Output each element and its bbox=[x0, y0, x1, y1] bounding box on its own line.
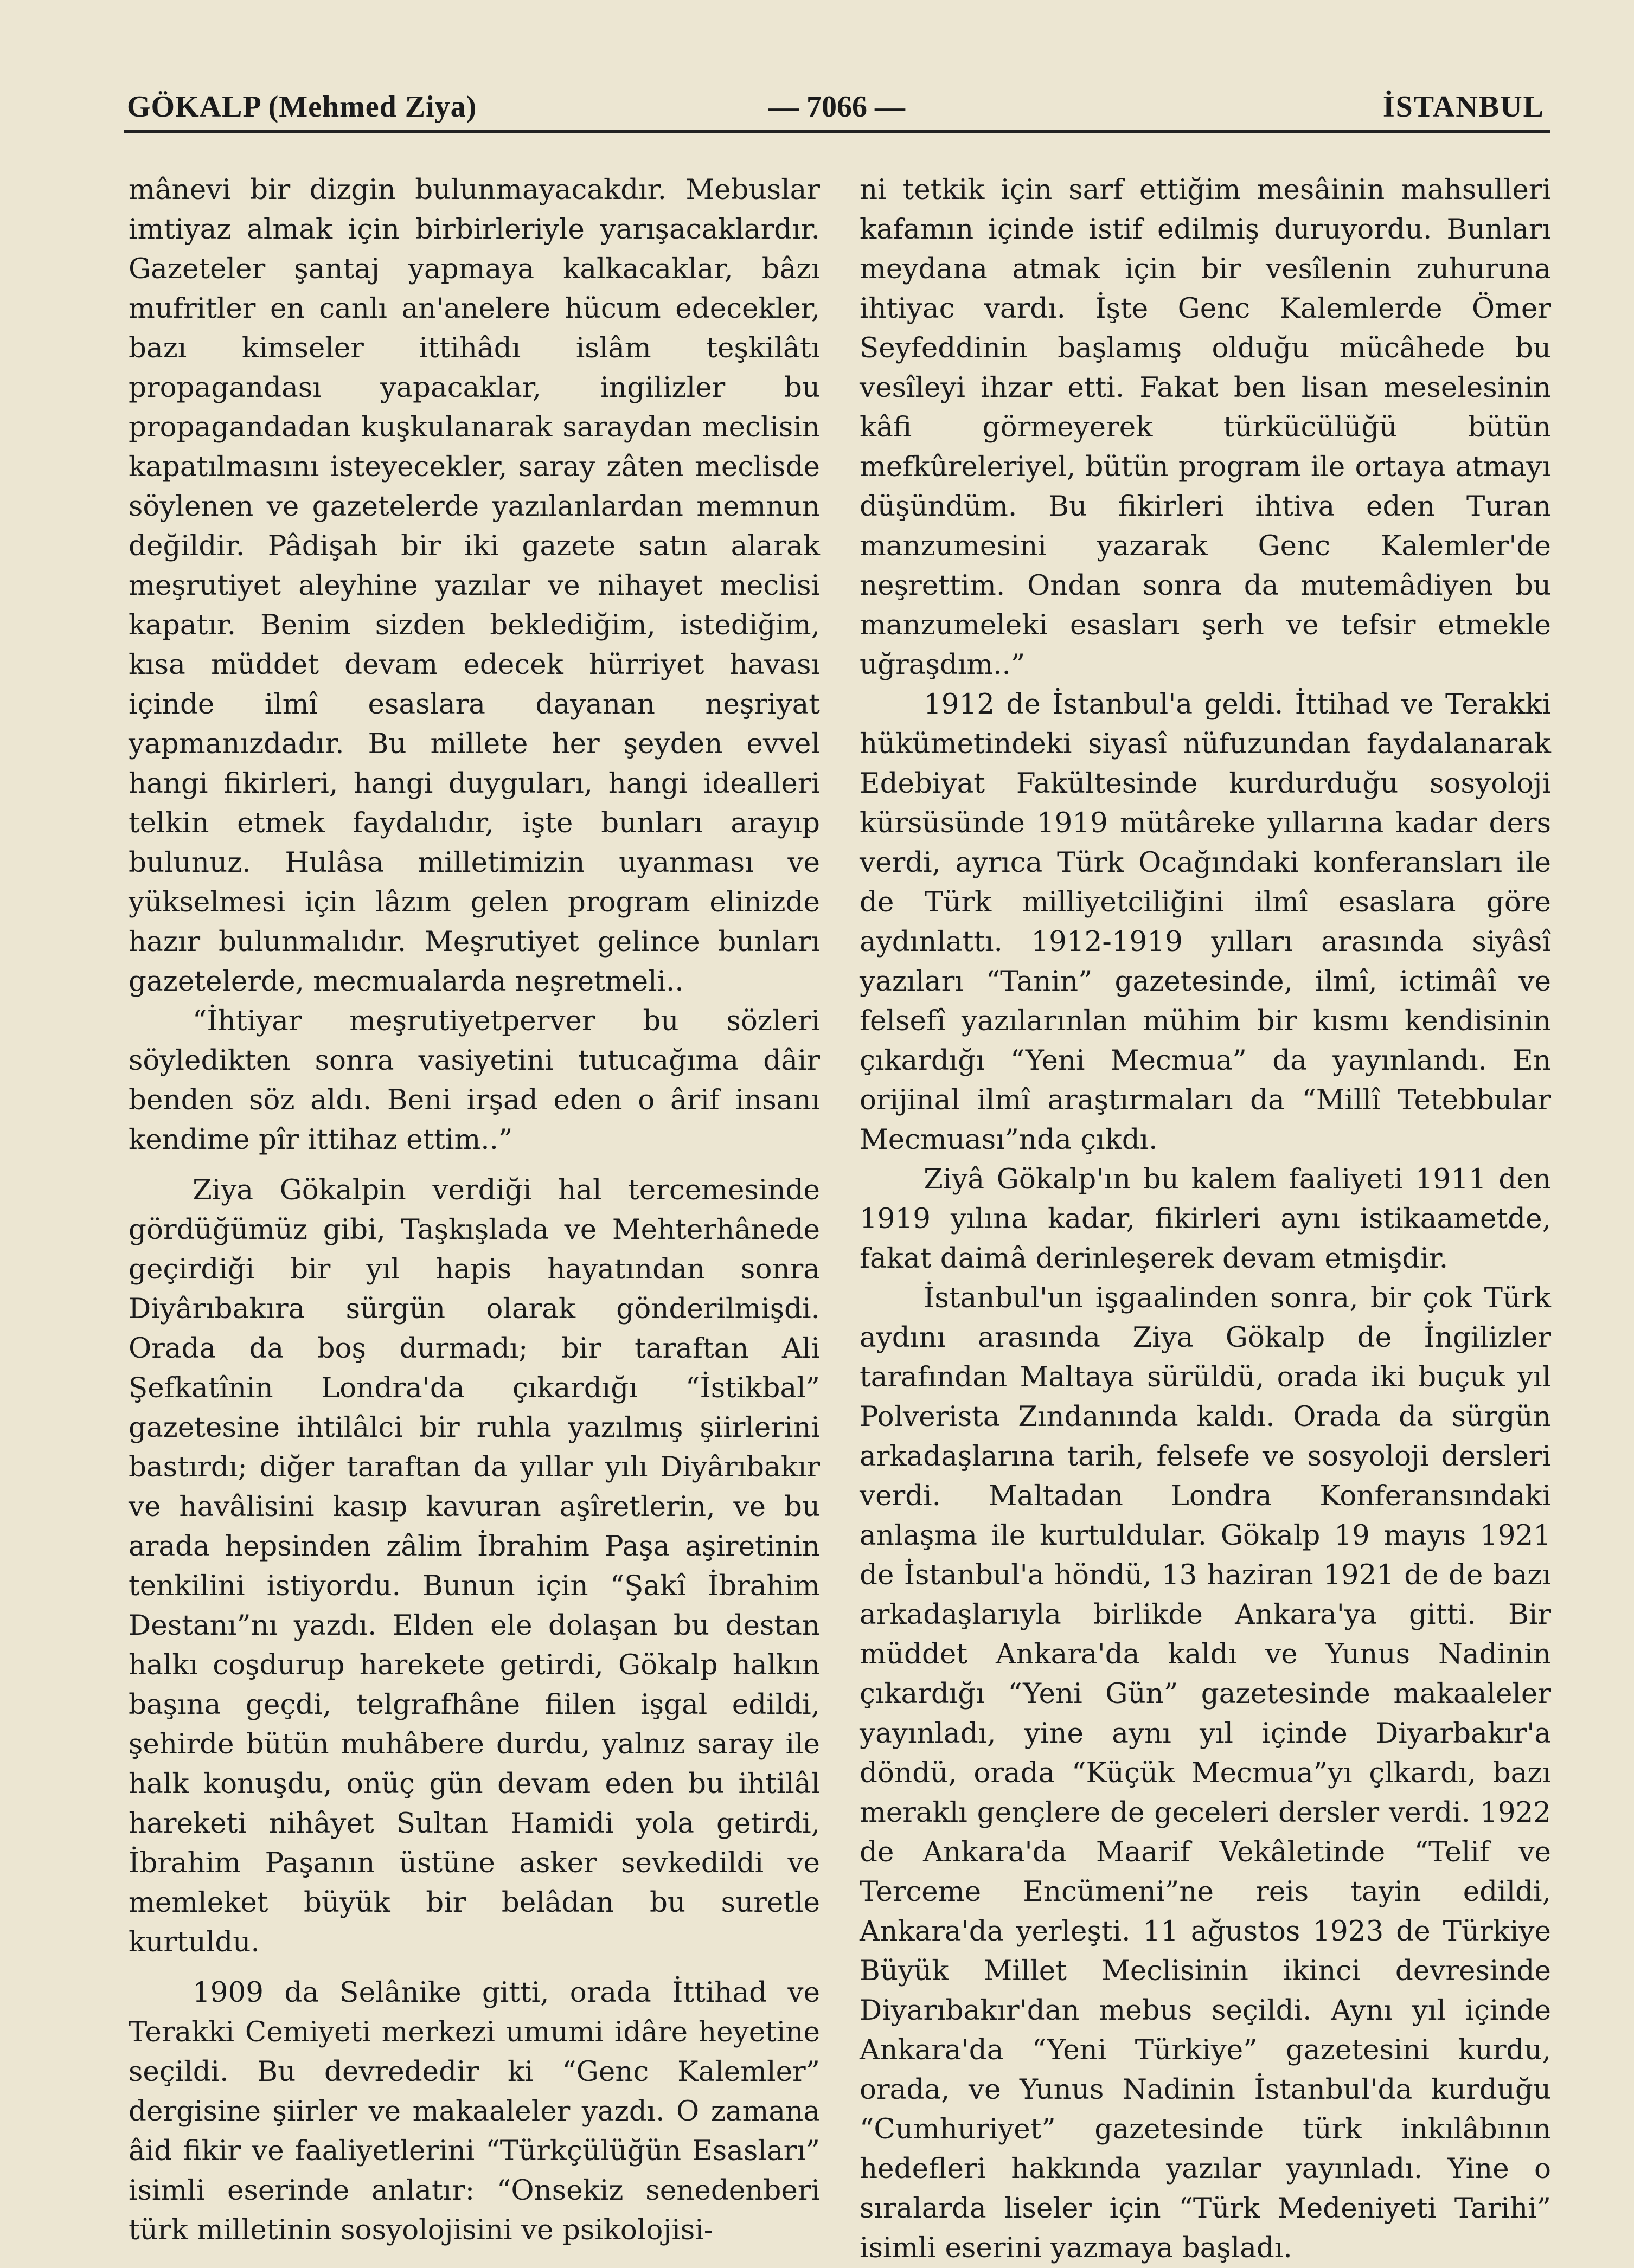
paragraph: 1909 da Selânike gitti, orada İttihad ve Terakki Cemiyeti merkezi umumi idâre heyetine seçildi. Bu devrededir ki “Genc Kalemler” dergisine şiirler ve makaaleler yazdı. O zamana âid fikir ve faaliyetlerini “Türkçülüğün Esasları” isimli eserinde anlatır: “Onsekiz senedenberi türk milletinin sosyolojisini ve psikolojisi- bbox=[129, 1976, 820, 2246]
paragraph: “İhtiyar meşrutiyetperver bu sözleri söyledikten sonra vasiyetini tutucağıma dâir benden söz aldı. Beni irşad eden o ârif insanı kendime pîr ittihaz ettim..” bbox=[129, 1005, 820, 1156]
paragraph: ni tetkik için sarf ettiğim mesâinin mahsulleri kafamın içinde istif edilmiş duruyordu. Bunları meydana atmak için bir vesîlenin zuhuruna ihtiyac vardı. İşte Genc Kalemlerde Ömer Seyfeddinin başlamış olduğu mücâhede bu vesîleyi ihzar etti. Fakat ben lisan meselesinin kâfi görmeyerek türkücülüğü bütün mefkûreleriyel, bütün program ile ortaya atmayı düşündüm. Bu fikirleri ihtiva eden Turan manzumesini yazarak Genc Kalemler'de neşrettim. Ondan sonra da mutemâdiyen bu manzumeleki esasları şerh ve tefsir etmekle uğraşdım..” bbox=[860, 174, 1551, 681]
page-number: — 7066 — bbox=[768, 90, 905, 124]
paragraph: mânevi bir dizgin bulunmayacakdır. Mebuslar imtiyaz almak için birbirleriyle yarışacaklardır. Gazeteler şantaj yapmaya kalkacaklar, bâzı mufritler en canlı an'anelere hücum edecekler, bazı kimseler ittihâdı islâm teşkilâtı propagandası yapacaklar, ingilizler bu propagandadan kuşkulanarak saraydan meclisin kapatılmasını isteyecekler, saray zâten meclisde söylenen ve gazetelerde yazılanlardan memnun değildir. Pâdişah bir iki gazete satın alarak meşrutiyet aleyhine yazılar ve nihayet meclisi kapatır. Benim sizden beklediğim, istediğim, kısa müddet devam edecek hürriyet havası içinde ilmî esaslara dayanan neşriyat yapmanızdadır. Bu millete her şeyden evvel hangi fikirleri, hangi duyguları, hangi idealleri telkin etmek faydalıdır, işte bunları arayıp bulunuz. Hulâsa milletimizin uyanması ve yükselmesi için lâzım gelen program elinizde hazır bulunmalıdır. Meşrutiyet gelince bunları gazetelerde, mecmualarda neşretmeli.. bbox=[129, 174, 820, 998]
paragraph: 1912 de İstanbul'a geldi. İttihad ve Terakki hükümetindeki siyasî nüfuzundan faydalanarak Edebiyat Fakültesinde kurdurduğu sosyoloji kürsüsünde 1919 mütâreke yıllarına kadar ders verdi, ayrıca Türk Ocağındaki konferansları ile de Türk milliyetciliğini ilmî esaslara göre aydınlattı. 1912-1919 yılları arasında siyâsî yazıları “Tanin” gazetesinde, ilmî, ictimâî ve felsefî yazılarınlan mühim bir kısmı kendisinin çıkardığı “Yeni Mecmua” da yayınlandı. En orijinal ilmî araştırmaları da “Millî Tetebbular Mecmuası”nda çıkdı. bbox=[860, 688, 1551, 1156]
entry-title: GÖKALP (Mehmed Ziya) bbox=[127, 90, 477, 124]
left-column bbox=[129, 170, 820, 2250]
page-header bbox=[124, 87, 1550, 133]
right-column bbox=[860, 170, 1551, 2268]
paragraph: İstanbul'un işgaalinden sonra, bir çok Türk aydını arasında Ziya Gökalp de İngilizler tarafından Maltaya sürüldü, orada iki buçuk yıl Polverista Zındanında kaldı. Orada da sürgün arkadaşlarına tarih, felsefe ve sosyoloji dersleri verdi. Maltadan Londra Konferansındaki anlaşma ile kurtuldular. Gökalp 19 mayıs 1921 de İstanbul'a höndü, 13 haziran 1921 de de bazı arkadaşlarıyla birlikde Ankara'ya gitti. Bir müddet Ankara'da kaldı ve Yunus Nadinin çıkardığı “Yeni Gün” gazetesinde makaaleler yayınladı, yine aynı yıl içinde Diyarbakır'a döndü, orada “Küçük Mecmua”yı çlkardı, bazı meraklı gençlere de geceleri dersler verdi. 1922 de Ankara'da Maarif Vekâletinde “Telif ve Terceme Encümeni”ne reis tayin edildi, Ankara'da yerleşti. 11 ağustos 1923 de Türkiye Büyük Millet Meclisinin ikinci devresinde Diyarıbakır'dan mebus seçildi. Aynı yıl içinde Ankara'da “Yeni Türkiye” gazetesini kurdu, orada, ve Yunus Nadinin İstanbul'da kurduğu “Cumhuriyet” gazetesinde türk inkılâbının hedefleri hakkında yazılar yayınladı. Yine o sıralarda liseler için “Türk Medeniyeti Tarihi” isimli eserini yazmaya başladı. bbox=[860, 1282, 1551, 2264]
paragraph: Ziyâ Gökalp'ın bu kalem faaliyeti 1911 den 1919 yılına kadar, fikirleri aynı istikaametde, fakat daimâ derinleşerek devam etmişdir. bbox=[860, 1163, 1551, 1275]
paragraph: Ziya Gökalpin verdiği hal tercemesinde gördüğümüz gibi, Taşkışlada ve Mehterhânede geçirdiği bir yıl hapis hayatından sonra Diyârıbakıra sürgün olarak gönderilmişdi. Orada da boş durmadı; bir taraftan Ali Şefkatînin Londra'da çıkardığı “İstikbal” gazetesine ihtilâlci bir ruhla yazılmış şiirlerini bastırdı; diğer taraftan da yıllar yılı Diyârıbakır ve havâlisini kasıp kavuran aşîretlerin, ve bu arada hepsinden zâlim İbrahim Paşa aşiretinin tenkilini istiyordu. Bunun için “Şakî İbrahim Destanı”nı yazdı. Elden ele dolaşan bu destan halkı coşdurup harekete getirdi, Gökalp halkın başına geçdi, telgrafhâne fiilen işgal edildi, şehirde bütün muhâbere durdu, yalnız saray ile halk konuşdu, onüç gün devam eden bu ihtilâl hareketi nihâyet Sultan Hamidi yola getirdi, İbrahim Paşanın üstüne asker sevkedildi ve memleket büyük bir belâdan bu suretle kurtuldu. bbox=[129, 1174, 820, 1958]
running-head: İSTANBUL bbox=[1382, 90, 1545, 124]
